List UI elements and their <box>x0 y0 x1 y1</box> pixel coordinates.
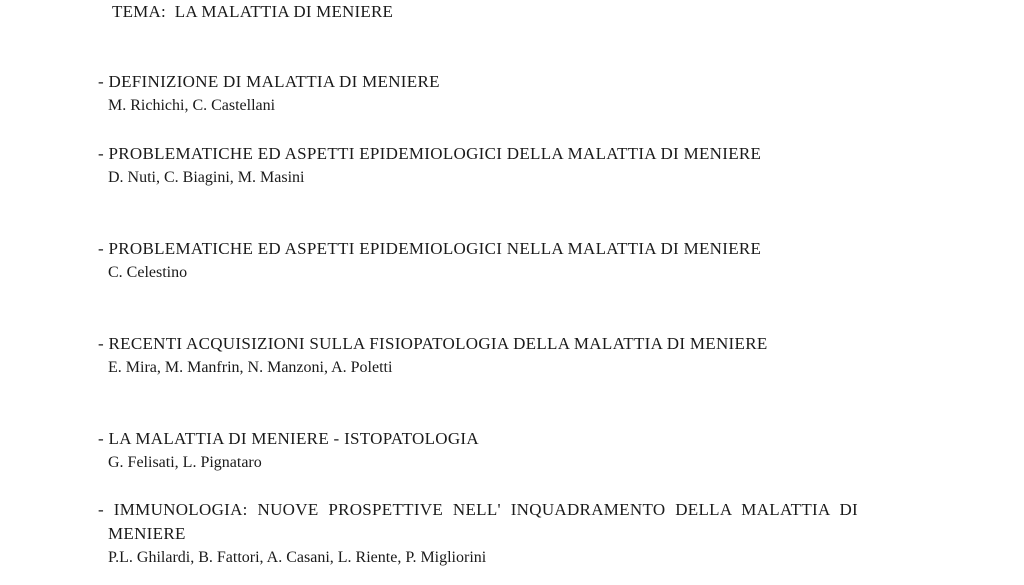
entry-authors: E. Mira, M. Manfrin, N. Manzoni, A. Poletti <box>108 359 393 376</box>
program-entry <box>98 498 858 570</box>
entry-authors: M. Richichi, C. Castellani <box>108 97 276 114</box>
entry-authors: D. Nuti, C. Biagini, M. Masini <box>108 169 305 186</box>
program-entry <box>98 70 858 118</box>
entry-title: - DEFINIZIONE DI MALATTIA DI MENIERE <box>98 72 440 91</box>
program-entry <box>98 427 858 475</box>
entry-title: - LA MALATTIA DI MENIERE - ISTOPATOLOGIA <box>98 429 479 448</box>
entry-authors: P.L. Ghilardi, B. Fattori, A. Casani, L. Riente, P. Migliorini <box>108 549 487 566</box>
entry-title: - PROBLEMATICHE ED ASPETTI EPIDEMIOLOGICI NELLA MALATTIA DI MENIERE <box>98 239 762 258</box>
program-entry <box>98 332 858 380</box>
program-entry <box>98 237 858 285</box>
entry-authors: G. Felisati, L. Pignataro <box>108 454 262 471</box>
program-entry <box>98 142 858 190</box>
entry-title: - IMMUNOLOGIA: NUOVE PROSPETTIVE NELL' INQUADRAMENTO DELLA MALATTIA DI MENIERE <box>98 500 858 543</box>
theme-heading: TEMA: LA MALATTIA DI MENIERE <box>112 2 394 21</box>
entry-title: - RECENTI ACQUISIZIONI SULLA FISIOPATOLOGIA DELLA MALATTIA DI MENIERE <box>98 334 768 353</box>
entry-authors: C. Celestino <box>108 264 188 281</box>
entry-title: - PROBLEMATICHE ED ASPETTI EPIDEMIOLOGICI DELLA MALATTIA DI MENIERE <box>98 144 762 163</box>
